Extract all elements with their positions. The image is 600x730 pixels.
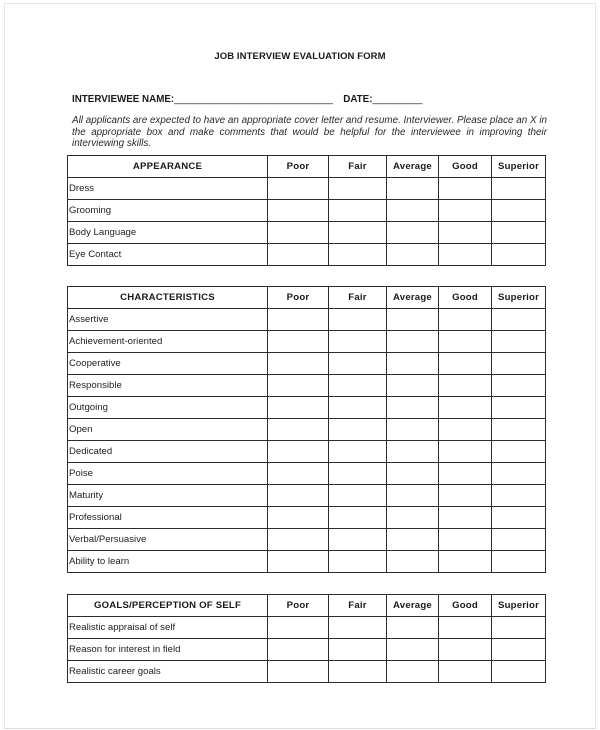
rating-checkbox-fair[interactable]: [329, 617, 387, 639]
section-heading: APPEARANCE: [68, 156, 268, 178]
rating-checkbox-poor[interactable]: [268, 222, 329, 244]
table-row: [68, 551, 546, 573]
instructions-text: All applicants are expected to have an appropriate cover letter and resume. Interviewer. Please place an X in the appropriate box and make comments that would be helpful for the interviewee in improving their interviewing skills.: [72, 115, 548, 150]
rating-column-header: Good: [439, 287, 492, 309]
table-row: [68, 200, 546, 222]
rating-checkbox-poor[interactable]: [268, 661, 329, 683]
form-title: JOB INTERVIEW EVALUATION FORM: [214, 51, 386, 62]
rating-checkbox-good[interactable]: [439, 178, 492, 200]
criterion-label: Responsible: [68, 375, 268, 397]
section-heading: GOALS/PERCEPTION OF SELF: [68, 595, 268, 617]
criterion-label: Assertive: [68, 309, 268, 331]
table-row: [68, 639, 546, 661]
rating-checkbox-superior[interactable]: [492, 507, 546, 529]
criterion-label: Professional: [68, 507, 268, 529]
table-header-row: [68, 595, 546, 617]
rating-checkbox-superior[interactable]: [492, 661, 546, 683]
rating-checkbox-average[interactable]: [387, 661, 439, 683]
rating-checkbox-average[interactable]: [387, 485, 439, 507]
rating-checkbox-superior[interactable]: [492, 375, 546, 397]
rating-checkbox-good[interactable]: [439, 463, 492, 485]
rating-checkbox-fair[interactable]: [329, 222, 387, 244]
rating-checkbox-average[interactable]: [387, 639, 439, 661]
rating-checkbox-poor[interactable]: [268, 309, 329, 331]
goals-perception-table: [67, 594, 546, 683]
rating-checkbox-superior[interactable]: [492, 551, 546, 573]
rating-checkbox-good[interactable]: [439, 375, 492, 397]
rating-checkbox-good[interactable]: [439, 397, 492, 419]
criterion-label: Verbal/Persuasive: [68, 529, 268, 551]
rating-checkbox-good[interactable]: [439, 222, 492, 244]
rating-column-header: Fair: [329, 287, 387, 309]
interviewee-name-field[interactable]: ________________________________: [174, 94, 333, 105]
table-row: [68, 617, 546, 639]
rating-checkbox-fair[interactable]: [329, 639, 387, 661]
rating-checkbox-superior[interactable]: [492, 397, 546, 419]
rating-checkbox-average[interactable]: [387, 375, 439, 397]
table-row: [68, 375, 546, 397]
rating-checkbox-good[interactable]: [439, 507, 492, 529]
rating-checkbox-average[interactable]: [387, 244, 439, 266]
rating-checkbox-fair[interactable]: [329, 661, 387, 683]
rating-checkbox-fair[interactable]: [329, 485, 387, 507]
rating-checkbox-superior[interactable]: [492, 178, 546, 200]
table-row: [68, 397, 546, 419]
criterion-label: Dress: [68, 178, 268, 200]
rating-checkbox-superior[interactable]: [492, 200, 546, 222]
table-row: [68, 463, 546, 485]
rating-checkbox-poor[interactable]: [268, 551, 329, 573]
rating-column-header: Superior: [492, 287, 546, 309]
rating-checkbox-superior[interactable]: [492, 485, 546, 507]
rating-checkbox-poor[interactable]: [268, 331, 329, 353]
table-header-row: [68, 287, 546, 309]
criterion-label: Maturity: [68, 485, 268, 507]
table-row: [68, 222, 546, 244]
criterion-label: Reason for interest in field: [68, 639, 268, 661]
rating-column-header: Fair: [329, 595, 387, 617]
rating-checkbox-superior[interactable]: [492, 441, 546, 463]
rating-checkbox-poor[interactable]: [268, 617, 329, 639]
table-row: [68, 441, 546, 463]
rating-checkbox-good[interactable]: [439, 617, 492, 639]
rating-checkbox-poor[interactable]: [268, 178, 329, 200]
rating-checkbox-average[interactable]: [387, 309, 439, 331]
criterion-label: Realistic appraisal of self: [68, 617, 268, 639]
rating-checkbox-fair[interactable]: [329, 419, 387, 441]
table-row: [68, 178, 546, 200]
rating-column-header: Average: [387, 156, 439, 178]
criterion-label: Outgoing: [68, 397, 268, 419]
criterion-label: Grooming: [68, 200, 268, 222]
rating-checkbox-fair[interactable]: [329, 551, 387, 573]
rating-checkbox-poor[interactable]: [268, 463, 329, 485]
rating-checkbox-fair[interactable]: [329, 441, 387, 463]
rating-checkbox-fair[interactable]: [329, 353, 387, 375]
rating-checkbox-good[interactable]: [439, 485, 492, 507]
rating-checkbox-fair[interactable]: [329, 331, 387, 353]
rating-checkbox-fair[interactable]: [329, 309, 387, 331]
rating-checkbox-average[interactable]: [387, 441, 439, 463]
rating-checkbox-average[interactable]: [387, 551, 439, 573]
rating-checkbox-superior[interactable]: [492, 353, 546, 375]
rating-checkbox-superior[interactable]: [492, 419, 546, 441]
rating-checkbox-average[interactable]: [387, 331, 439, 353]
rating-checkbox-poor[interactable]: [268, 639, 329, 661]
table-row: [68, 309, 546, 331]
rating-checkbox-good[interactable]: [439, 353, 492, 375]
rating-column-header: Average: [387, 287, 439, 309]
table-row: [68, 419, 546, 441]
rating-checkbox-superior[interactable]: [492, 639, 546, 661]
rating-checkbox-good[interactable]: [439, 529, 492, 551]
rating-column-header: Superior: [492, 595, 546, 617]
criterion-label: Dedicated: [68, 441, 268, 463]
rating-column-header: Superior: [492, 156, 546, 178]
criterion-label: Cooperative: [68, 353, 268, 375]
rating-checkbox-poor[interactable]: [268, 485, 329, 507]
rating-checkbox-poor[interactable]: [268, 419, 329, 441]
rating-checkbox-fair[interactable]: [329, 397, 387, 419]
rating-checkbox-poor[interactable]: [268, 244, 329, 266]
table-row: [68, 353, 546, 375]
interviewee-name-line: [72, 94, 422, 105]
rating-checkbox-good[interactable]: [439, 551, 492, 573]
table-row: [68, 485, 546, 507]
date-label: DATE:: [343, 94, 373, 105]
section-heading: CHARACTERISTICS: [68, 287, 268, 309]
rating-checkbox-average[interactable]: [387, 222, 439, 244]
rating-checkbox-superior[interactable]: [492, 244, 546, 266]
rating-checkbox-poor[interactable]: [268, 200, 329, 222]
rating-checkbox-poor[interactable]: [268, 397, 329, 419]
rating-checkbox-superior[interactable]: [492, 309, 546, 331]
rating-column-header: Poor: [268, 595, 329, 617]
rating-column-header: Poor: [268, 287, 329, 309]
rating-checkbox-poor[interactable]: [268, 441, 329, 463]
rating-checkbox-good[interactable]: [439, 331, 492, 353]
rating-checkbox-average[interactable]: [387, 617, 439, 639]
rating-column-header: Good: [439, 595, 492, 617]
rating-column-header: Average: [387, 595, 439, 617]
criterion-label: Poise: [68, 463, 268, 485]
rating-checkbox-average[interactable]: [387, 419, 439, 441]
rating-checkbox-poor[interactable]: [268, 529, 329, 551]
rating-checkbox-good[interactable]: [439, 244, 492, 266]
table-row: [68, 331, 546, 353]
rating-checkbox-good[interactable]: [439, 309, 492, 331]
interviewee-name-label: INTERVIEWEE NAME:: [72, 94, 175, 105]
date-field[interactable]: __________: [372, 94, 422, 105]
appearance-table: [67, 155, 546, 266]
rating-column-header: Good: [439, 156, 492, 178]
rating-checkbox-good[interactable]: [439, 441, 492, 463]
rating-checkbox-superior[interactable]: [492, 463, 546, 485]
rating-checkbox-average[interactable]: [387, 463, 439, 485]
rating-checkbox-fair[interactable]: [329, 507, 387, 529]
criterion-label: Ability to learn: [68, 551, 268, 573]
rating-checkbox-fair[interactable]: [329, 178, 387, 200]
rating-checkbox-average[interactable]: [387, 353, 439, 375]
rating-checkbox-fair[interactable]: [329, 244, 387, 266]
table-row: [68, 507, 546, 529]
rating-checkbox-superior[interactable]: [492, 222, 546, 244]
criterion-label: Body Language: [68, 222, 268, 244]
rating-checkbox-poor[interactable]: [268, 507, 329, 529]
rating-checkbox-poor[interactable]: [268, 375, 329, 397]
rating-column-header: Poor: [268, 156, 329, 178]
rating-checkbox-fair[interactable]: [329, 375, 387, 397]
rating-checkbox-fair[interactable]: [329, 463, 387, 485]
rating-checkbox-average[interactable]: [387, 178, 439, 200]
rating-checkbox-average[interactable]: [387, 200, 439, 222]
criterion-label: Eye Contact: [68, 244, 268, 266]
rating-checkbox-superior[interactable]: [492, 617, 546, 639]
table-row: [68, 244, 546, 266]
criterion-label: Realistic career goals: [68, 661, 268, 683]
criterion-label: Achievement-oriented: [68, 331, 268, 353]
rating-checkbox-poor[interactable]: [268, 353, 329, 375]
rating-checkbox-superior[interactable]: [492, 331, 546, 353]
rating-checkbox-fair[interactable]: [329, 529, 387, 551]
table-row: [68, 529, 546, 551]
rating-checkbox-good[interactable]: [439, 639, 492, 661]
rating-checkbox-fair[interactable]: [329, 200, 387, 222]
rating-checkbox-average[interactable]: [387, 397, 439, 419]
rating-checkbox-good[interactable]: [439, 661, 492, 683]
rating-column-header: Fair: [329, 156, 387, 178]
rating-checkbox-good[interactable]: [439, 419, 492, 441]
rating-checkbox-superior[interactable]: [492, 529, 546, 551]
criterion-label: Open: [68, 419, 268, 441]
rating-checkbox-good[interactable]: [439, 200, 492, 222]
rating-checkbox-average[interactable]: [387, 507, 439, 529]
rating-checkbox-average[interactable]: [387, 529, 439, 551]
table-header-row: [68, 156, 546, 178]
characteristics-table: [67, 286, 546, 573]
table-row: [68, 661, 546, 683]
